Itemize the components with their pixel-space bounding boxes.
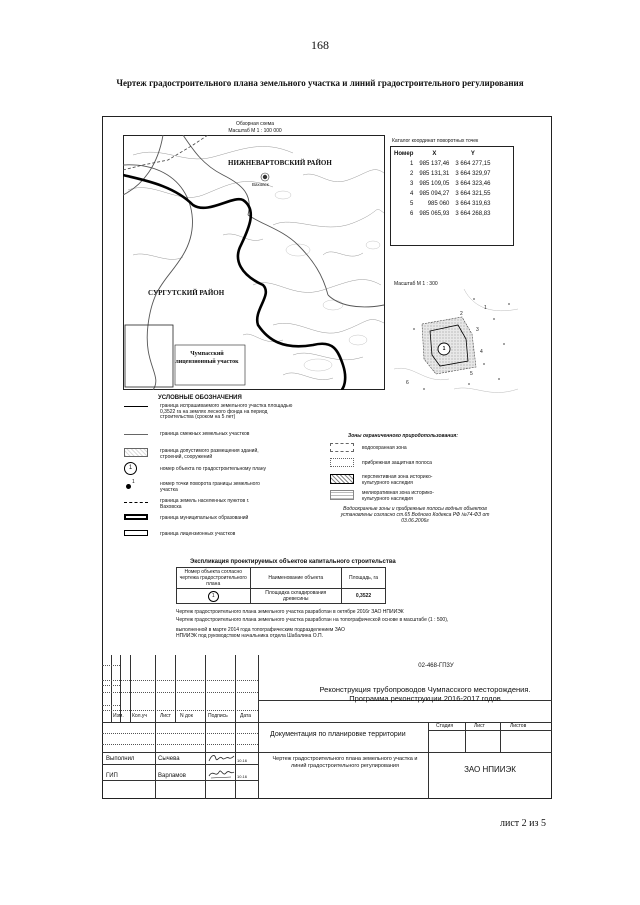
svg-text:5: 5: [470, 371, 473, 377]
stamp-role-performer: Выполнил: [106, 756, 135, 762]
catalog-cell: 1: [410, 161, 414, 167]
catalog-row: [391, 199, 493, 209]
zones-note: Водоохранные зоны и прибрежные полосы водных объектов установлены согласно ст.65 Водного Кодекса РФ №74-ФЗ от 03.06.2006г: [340, 506, 490, 524]
catalog-cell: 3 664 268,83: [455, 211, 491, 217]
detail-object-number: 1: [442, 346, 446, 352]
catalog-cell: 6: [410, 211, 414, 217]
legend-symbol-municipal: [124, 514, 148, 520]
catalog-cell: 985 065,93: [419, 211, 450, 217]
explication-title: Экспликация проектируемых объектов капитального строительства: [190, 559, 396, 565]
stamp-date-gip: 10.16: [237, 774, 248, 779]
stamp-col-header: Изм.: [113, 713, 124, 719]
stamp-col-header: Дата: [240, 713, 252, 719]
catalog-cell: 2: [410, 171, 414, 177]
catalog-cell: 985 094,27: [419, 191, 450, 197]
map-label-vakhovsk: Ваховск: [252, 182, 269, 187]
stamp-name-performer: Сычева: [158, 756, 180, 762]
legend-title: УСЛОВНЫЕ ОБОЗНАЧЕНИЯ: [158, 395, 242, 401]
svg-text:1: 1: [484, 305, 487, 311]
catalog-cell: 3 664 323,46: [455, 181, 491, 187]
note-line: Чертеж градостроительного плана земельного участка разработан на топографической основе в масштабе (1 : 500),: [176, 617, 449, 623]
overview-map: [123, 135, 385, 390]
catalog-row: [391, 179, 493, 189]
page-number: 168: [311, 38, 329, 52]
stamp-role-gip: ГИП: [106, 773, 118, 779]
catalog-title: Каталог координат поворотных точек: [392, 138, 479, 144]
legend-item: номер объекта по градостроительному плану: [160, 466, 267, 472]
catalog-cell: 985 137,46: [419, 161, 450, 167]
zone-item: водоохранная зона: [362, 445, 407, 451]
catalog-cell: 3 664 277,15: [455, 161, 491, 167]
catalog-box: [390, 146, 514, 246]
catalog-cell: 4: [410, 191, 414, 197]
stamp-col-header: Подпись: [208, 713, 228, 719]
catalog-row: [391, 159, 493, 169]
zones-title: Зоны ограниченного природопользования:: [348, 433, 458, 439]
map-label-chumpas: Чумпасский лицензионный участок: [175, 351, 239, 365]
stamp-stage-header: Стадия: [436, 723, 454, 729]
zone-item: прибрежная защитная полоса: [362, 460, 432, 466]
legend-item: граница муниципальных образований: [160, 515, 249, 521]
legend-item: граница земель населенных пунктов г. Ваховска: [160, 498, 250, 510]
zone-symbol-water: [330, 443, 354, 452]
catalog-row: [391, 189, 493, 199]
legend-symbol-object-number: 1: [124, 462, 137, 475]
stamp-code: 02-468-ГП3У: [418, 663, 454, 669]
explication-header: Номер объекта согласно чертежа градостроительного плана: [177, 568, 251, 589]
explication-header: Наименование объекта: [250, 568, 342, 589]
legend-symbol-settlement: [124, 502, 148, 503]
stamp-drawing: Чертеж градостроительного плана земельного участка и линий градостроительного регулирования: [272, 756, 418, 769]
legend-symbol-boundary: [124, 406, 148, 407]
catalog-cell: 5: [410, 201, 414, 207]
catalog-header-x: X: [432, 151, 437, 157]
stamp-col-header: Кол.уч: [132, 713, 147, 719]
catalog-cell: 3 664 321,55: [455, 191, 491, 197]
svg-text:2: 2: [460, 311, 463, 317]
note-line: выполненной в марте 2014 года топографическим подразделением ЗАО НПИИЭК под руководством начальника отдела Шабалина О.П.: [176, 627, 345, 639]
svg-text:3: 3: [476, 327, 479, 333]
legend-item: номер точки поворота границы земельного участка: [160, 481, 260, 493]
stamp-document: Документация по планировке территории: [270, 731, 406, 738]
stamp-date-performer: 10.16: [237, 758, 248, 763]
zone-item: перспективная зона историко-культурного наследия: [362, 474, 433, 486]
catalog-header-number: Номер: [394, 151, 414, 157]
map-label-surgut: СУРГУТСКИЙ РАЙОН: [148, 289, 225, 297]
stamp-col-header: N док: [180, 713, 193, 719]
map-label-nizhnevartovsk: НИЖНЕВАРТОВСКИЙ РАЙОН: [228, 159, 332, 167]
legend-item: граница испрашиваемого земельного участка площадью 0,3522 га на землях лесного фонда на период строительства (сроком на 5 лет): [160, 403, 293, 420]
stamp-company: ЗАО НПИИЭК: [464, 765, 516, 774]
catalog-cell: 985 060: [427, 201, 450, 207]
catalog-cell: 985 131,31: [419, 171, 450, 177]
note-line: Чертеж градостроительного плана земельного участка разработан в октябре 2016г ЗАО НПИИЭК: [176, 609, 404, 615]
legend-item: граница смежных земельных участков: [160, 431, 250, 437]
signature-gip: [207, 766, 235, 780]
catalog-cell: 3: [410, 181, 414, 187]
catalog-header-y: Y: [470, 151, 475, 157]
svg-text:4: 4: [480, 349, 483, 355]
legend-symbol-adjacent: [124, 434, 148, 435]
stamp-stage-header: Листов: [510, 723, 527, 729]
explication-object-number: 1: [208, 591, 219, 602]
zone-item: мелиоративная зона историко-культурного наследия: [362, 490, 434, 502]
overview-scale: Масштаб М 1 : 100 000: [228, 128, 282, 134]
signature-performer: [207, 752, 235, 764]
zone-symbol-heritage: [330, 474, 354, 484]
catalog-cell: 985 109,05: [419, 181, 450, 187]
detail-scale: Масштаб М 1 : 300: [394, 281, 438, 287]
catalog-row: [391, 209, 493, 219]
legend-symbol-turn-point: [126, 484, 131, 489]
overview-caption: Обзорная схема: [235, 121, 275, 127]
legend-symbol-license: [124, 530, 148, 536]
stamp-project: Реконструкция трубопроводов Чумпасского месторождения. Программа реконструкции 2016-2017 годов: [319, 685, 531, 703]
zone-symbol-melior: [330, 490, 354, 500]
zone-symbol-shore: [330, 458, 354, 467]
legend-symbol-buildable: [124, 448, 148, 457]
stamp-stage-header: Лист: [474, 723, 485, 729]
explication-table: [176, 567, 386, 604]
legend-item: граница лицензионных участков: [160, 531, 236, 537]
catalog-row: [391, 169, 493, 179]
svg-text:6: 6: [406, 380, 409, 386]
explication-cell: Площадка складирования древесины: [250, 589, 342, 604]
catalog-cell: 3 664 319,63: [455, 201, 491, 207]
stamp-name-gip: Варламов: [158, 773, 186, 779]
legend-item: граница допустимого размещения зданий, строений, сооружений: [160, 448, 259, 460]
stamp-col-header: Лист: [160, 713, 171, 719]
explication-header: Площадь, га: [342, 568, 386, 589]
page-title: Чертеж градостроительного плана земельного участка и линий градостроительного регулирования: [116, 78, 524, 88]
sheet-footer: лист 2 из 5: [500, 818, 546, 829]
explication-cell: 0,3522: [342, 589, 386, 604]
catalog-cell: 3 664 329,97: [455, 171, 491, 177]
detail-plan: [394, 289, 518, 399]
